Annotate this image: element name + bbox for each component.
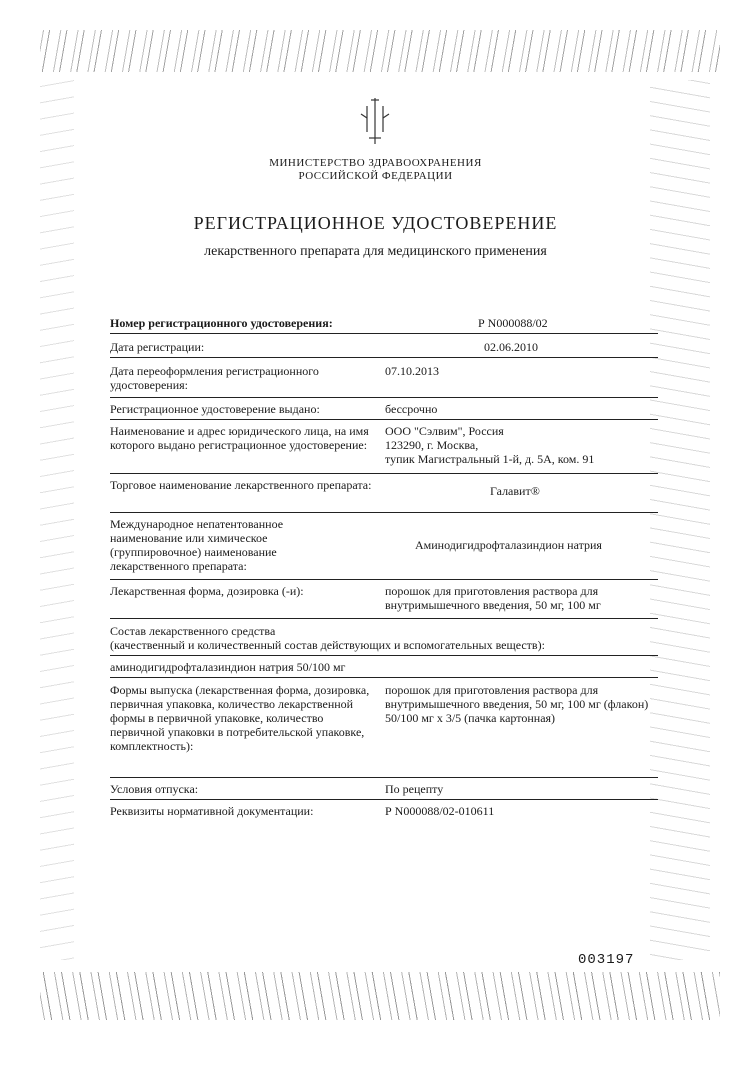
validity-value: бессрочно: [385, 402, 438, 416]
row-release-forms: [110, 683, 660, 771]
holder-label: Наименование и адрес юридического лица, на имя которого выдано регистрационное удостоверение:: [110, 424, 369, 452]
divider: [110, 419, 658, 420]
row-holder: [110, 424, 660, 468]
dosage-form-value: порошок для приготовления раствора для внутримышечного введения, 50 мг, 100 мг: [385, 584, 601, 612]
document-subtitle: лекарственного препарата для медицинского применения: [204, 244, 547, 259]
release-forms-label: Формы выпуска (лекарственная форма, дозировка, первичная упаковка, количество лекарственной формы в первичной упаковке, количество первичной упаковки в потребительской упаковке, комплектность):: [110, 683, 370, 753]
divider: [110, 677, 658, 678]
divider: [110, 512, 658, 513]
reg-date-value: 02.06.2010: [484, 340, 538, 354]
reissue-date-value: 07.10.2013: [385, 364, 439, 378]
row-inn: [110, 517, 660, 575]
scan-noise-bottom: [40, 972, 720, 1020]
row-composition-value: [110, 660, 660, 674]
dispensing-label: Условия отпуска:: [110, 782, 199, 796]
composition-subheading: (качественный и количественный состав действующих и вспомогательных веществ):: [110, 638, 545, 652]
holder-street: тупик Магистральный 1-й, д. 5А, ком. 91: [385, 452, 595, 466]
reissue-date-label: Дата переоформления регистрационного удостоверения:: [110, 364, 319, 392]
divider: [110, 777, 658, 778]
holder-value: [385, 424, 660, 466]
divider: [110, 397, 658, 398]
divider: [110, 357, 658, 358]
reg-date-label: Дата регистрации:: [110, 340, 205, 354]
reg-number-label: Номер регистрационного удостоверения:: [110, 316, 333, 330]
dosage-form-label: Лекарственная форма, дозировка (-и):: [110, 584, 304, 598]
divider: [110, 655, 658, 656]
row-dosage-form: [110, 584, 660, 614]
holder-name: ООО "Сэлвим", Россия: [385, 424, 504, 438]
ministry-name-line2: РОССИЙСКОЙ ФЕДЕРАЦИИ: [298, 170, 453, 182]
holder-zip-city: 123290, г. Москва,: [385, 438, 479, 452]
normative-doc-label: Реквизиты нормативной документации:: [110, 804, 314, 818]
reg-number-value: Р N000088/02: [478, 316, 548, 330]
document-title: РЕГИСТРАЦИОННОЕ УДОСТОВЕРЕНИЕ: [193, 213, 558, 233]
divider: [110, 618, 658, 619]
divider: [110, 579, 658, 580]
coat-of-arms-icon: [345, 92, 405, 150]
trade-name-value: Галавит®: [490, 484, 540, 498]
divider: [110, 333, 658, 334]
row-composition-heading: [110, 624, 670, 654]
scan-noise-top: [40, 30, 720, 72]
row-reissue-date: [110, 364, 660, 394]
validity-label: Регистрационное удостоверение выдано:: [110, 402, 320, 416]
composition-heading: Состав лекарственного средства: [110, 624, 276, 638]
release-forms-value: порошок для приготовления раствора для внутримышечного введения, 50 мг, 100 мг (флакон) 50/100 мг x 3/5 (пачка картонная): [385, 683, 649, 725]
row-trade-name: [110, 478, 660, 508]
divider: [110, 473, 658, 474]
normative-doc-value: Р N000088/02-010611: [385, 804, 495, 818]
serial-number: 003197: [578, 952, 635, 968]
ministry-name-line1: МИНИСТЕРСТВО ЗДРАВООХРАНЕНИЯ: [269, 157, 482, 169]
trade-name-label: Торговое наименование лекарственного препарата:: [110, 478, 372, 492]
scan-noise-left: [40, 80, 74, 960]
divider: [110, 799, 658, 800]
inn-label: Международное непатентованное наименование или химическое (группировочное) наименование лекарственного препарата:: [110, 517, 284, 573]
inn-value: Аминодигидрофталазиндион натрия: [415, 538, 602, 552]
composition-value: аминодигидрофталазиндион натрия 50/100 мг: [110, 660, 346, 674]
dispensing-value: По рецепту: [385, 782, 444, 796]
